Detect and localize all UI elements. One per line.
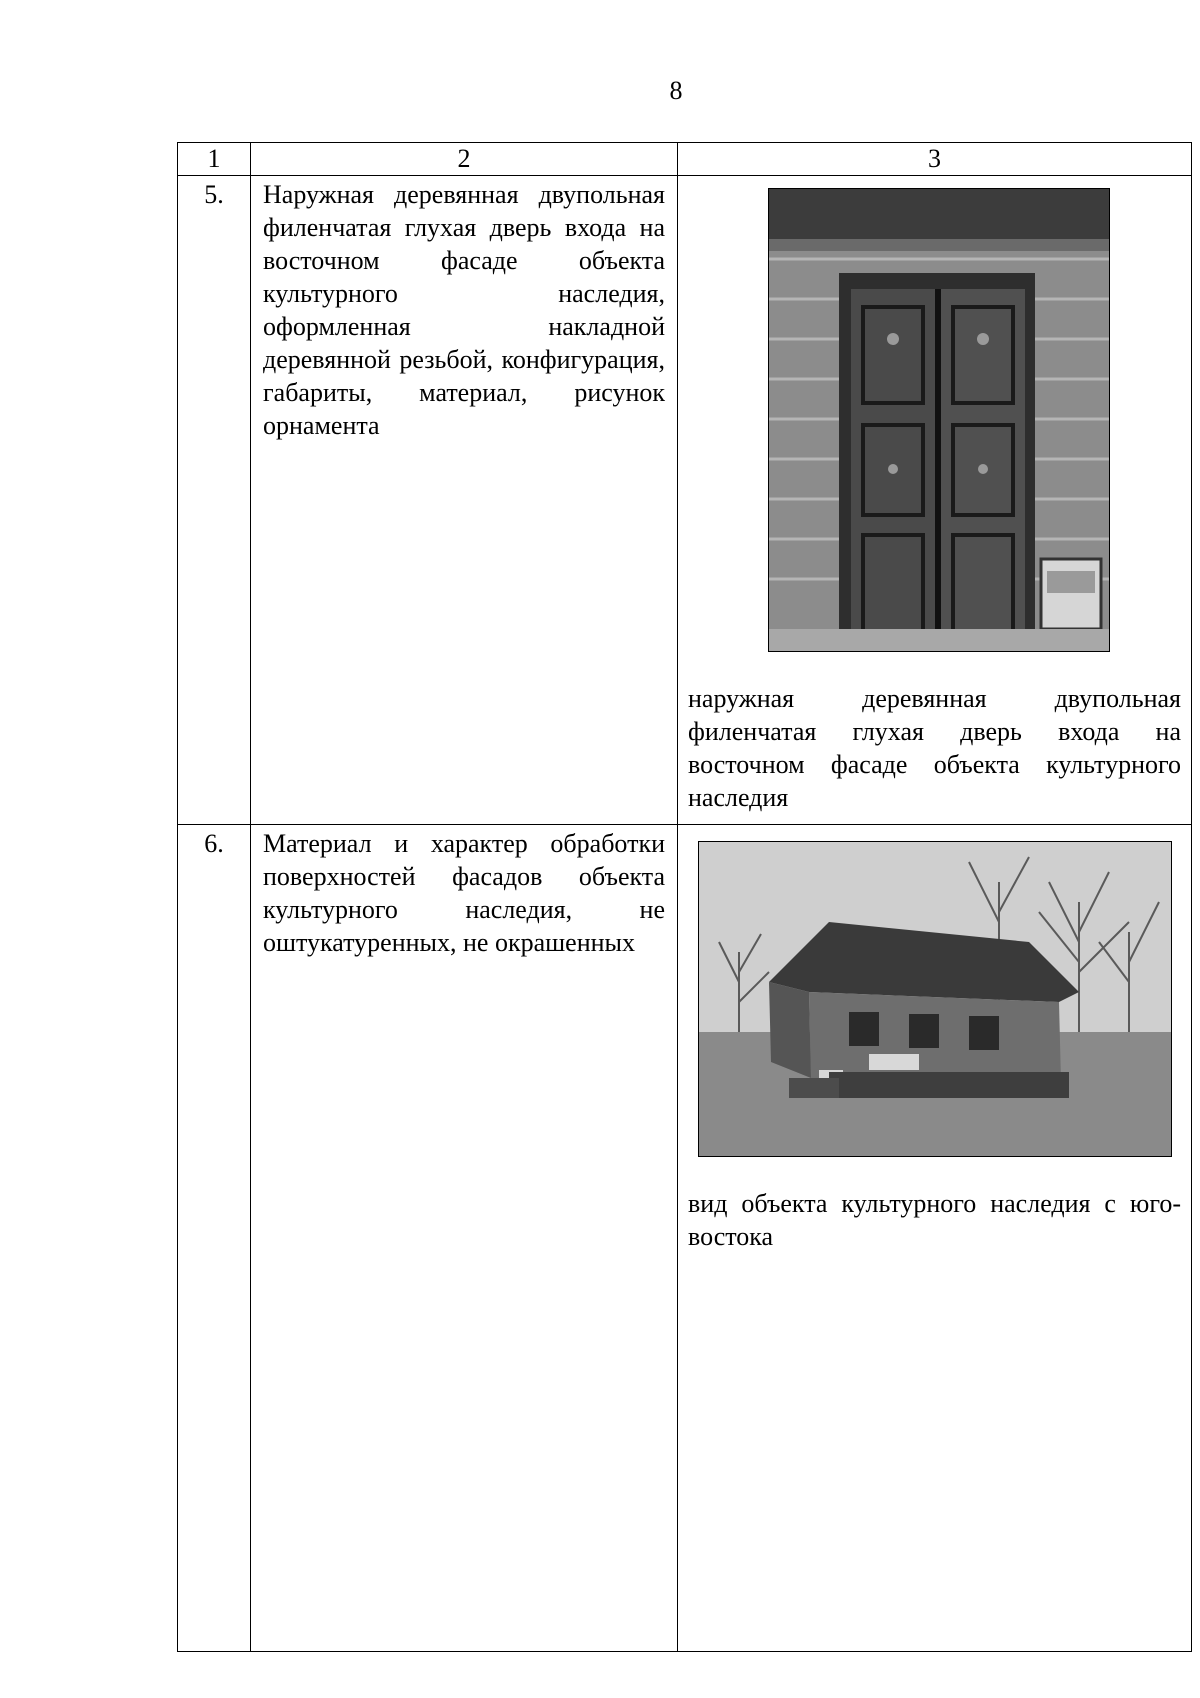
heritage-elements-table	[177, 142, 1192, 1652]
photo-caption: вид объекта культурного наследия с юго-востока	[688, 1189, 1181, 1251]
header-col-3: 3	[678, 143, 1192, 176]
table-row	[178, 825, 1192, 1652]
photo-caption: наружная деревянная двупольная филенчатая глухая дверь входа на восточном фасаде объекта культурного наследия	[688, 684, 1181, 812]
row-photo-cell	[678, 825, 1192, 1652]
house-photo	[698, 841, 1172, 1157]
table-row	[178, 176, 1192, 825]
door-photo	[768, 188, 1110, 652]
table-header-row	[178, 143, 1192, 176]
header-col-1: 1	[178, 143, 251, 176]
page-number: 8	[669, 76, 683, 105]
row-description: Материал и характер обработки поверхностей фасадов объекта культурного наследия, не оштукатуренных, не окрашенных	[251, 825, 678, 1652]
header-col-2: 2	[251, 143, 678, 176]
row-number: 6.	[178, 825, 251, 1652]
row-number: 5.	[178, 176, 251, 825]
row-description: Наружная деревянная двупольная филенчатая глухая дверь входа на восточном фасаде объекта культурного наследия, оформленная накладной деревянной резьбой, конфигурация, габариты, материал, рисунок орнамента	[251, 176, 678, 825]
row-photo-cell	[678, 176, 1192, 825]
